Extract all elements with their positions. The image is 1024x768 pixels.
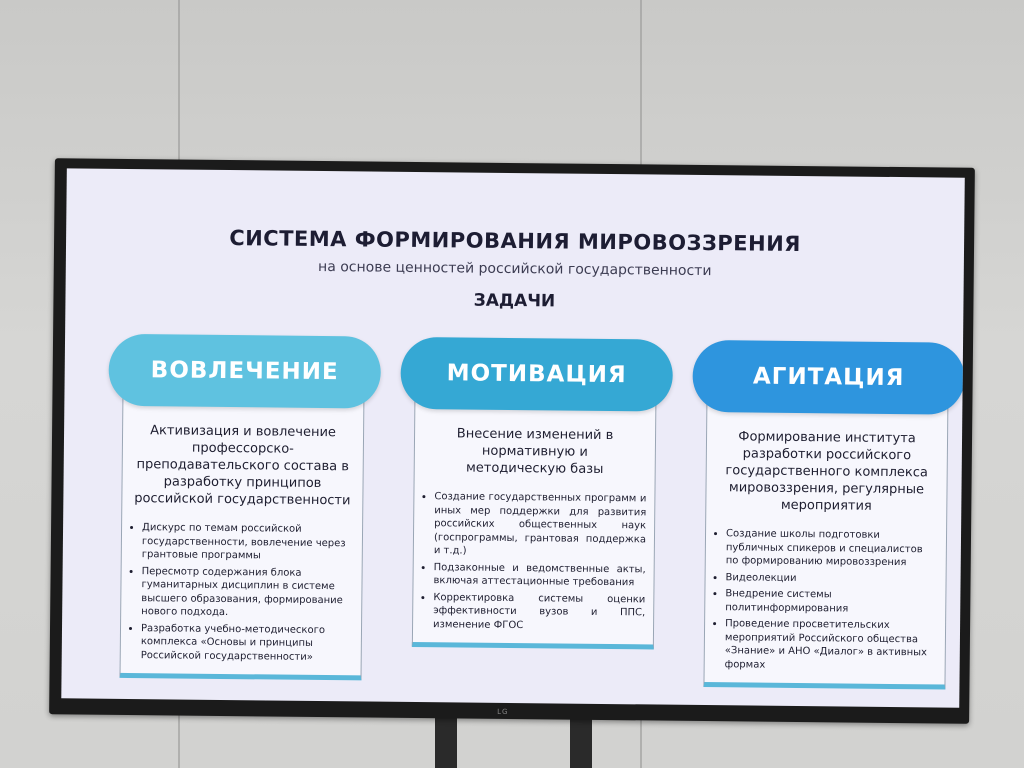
list-item: • Создание государственных программ и иных мер поддержки для развития российских общественных наук (госпрограммы, грантовая поддержка и т.д.) <box>434 490 647 560</box>
card-heading: Внесение изменений в нормативную и методическую базы <box>456 426 614 477</box>
list-item: • Создание школы подготовки публичных спикеров и специалистов по формированию мировоззрения <box>726 527 938 570</box>
slide-subtitle: на основе ценностей российской государственности <box>318 258 712 280</box>
pill-involvement: ВОВЛЕЧЕНИЕ <box>108 334 381 409</box>
list-item: • Видеолекции <box>726 571 938 587</box>
list-item: • Разработка учебно-методического комплекса «Основы и принципы Российской государственности» <box>141 622 353 665</box>
card-heading: Формирование института разработки российского государственного комплекса мировоззрения, регулярные мероприятия <box>725 429 929 514</box>
list-item: • Проведение просветительских мероприятий Российского общества «Знание» и АНО «Диалог» в активных формах <box>725 617 938 673</box>
pill-motivation: МОТИВАЦИЯ <box>400 337 673 412</box>
tv-brand-logo: LG <box>497 707 509 716</box>
slide-title: СИСТЕМА ФОРМИРОВАНИЯ МИРОВОЗЗРЕНИЯ <box>229 226 802 257</box>
card-motivation <box>412 389 657 650</box>
list-item: • Пересмотр содержания блока гуманитарных дисциплин в системе высшего образования, формирование нового подхода. <box>141 565 354 621</box>
card-heading: Активизация и вовлечение профессорско-преподавательского состава в разработку принципов российской государственности <box>134 423 351 509</box>
tv-stand-leg <box>570 712 592 768</box>
list-item: • Корректировка системы оценки эффективности вузов и ППС, изменение ФГОС <box>433 591 645 634</box>
bullet-list <box>704 523 946 685</box>
column-motivation <box>401 337 673 631</box>
list-item: • Внедрение системы политинформирования <box>725 587 937 616</box>
card-agitation <box>703 392 948 690</box>
presentation-slide <box>61 168 965 707</box>
list-item: • Дискурс по темам российской государственности, вовлечение через грантовые программы <box>142 521 354 564</box>
pill-agitation: АГИТАЦИЯ <box>692 340 964 415</box>
bullet-list <box>413 486 655 645</box>
bullet-list <box>121 517 363 676</box>
list-item: • Подзаконные и ведомственные акты, включая аттестационные требования <box>433 561 645 590</box>
card-involvement <box>119 386 364 681</box>
tasks-heading: ЗАДАЧИ <box>473 290 556 312</box>
tv-stand-leg <box>435 712 457 768</box>
tv-monitor <box>49 158 975 724</box>
column-agitation <box>693 340 965 671</box>
column-involvement <box>109 334 381 663</box>
